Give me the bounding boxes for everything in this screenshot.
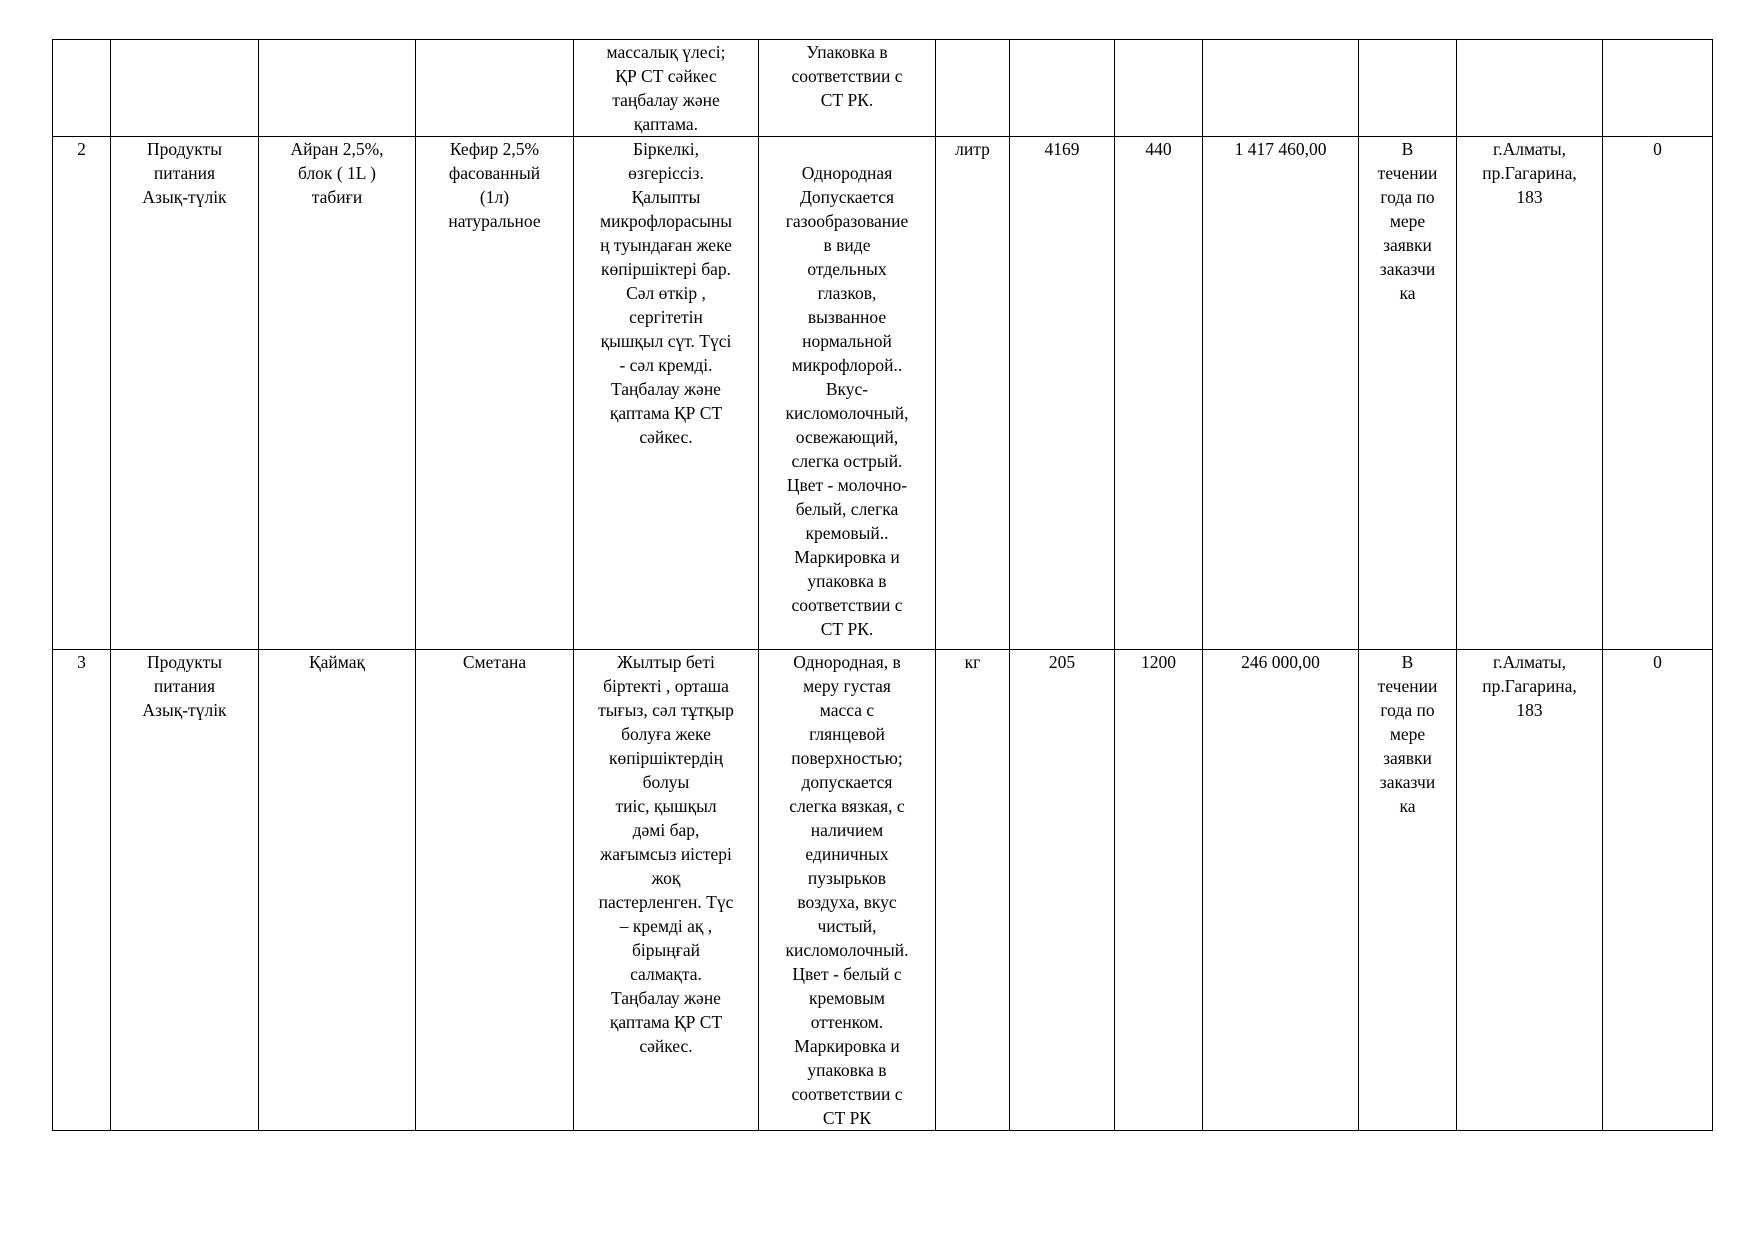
table-row <box>53 137 1713 650</box>
cell-name-kz: Айран 2,5%, блок ( 1L ) табиғи <box>259 137 416 650</box>
table-row-continuation <box>53 40 1713 137</box>
cell-price: 1200 <box>1115 650 1203 1131</box>
document-page <box>52 39 1713 1131</box>
cell-name-ru: Кефир 2,5% фасованный (1л) натуральное <box>416 137 574 650</box>
cell-advance: 0 <box>1603 137 1713 650</box>
cell-name-kz: Қаймақ <box>259 650 416 1131</box>
cell-amount: 1 417 460,00 <box>1203 137 1359 650</box>
cell-description-kz: Біркелкі, өзгеріссіз. Қалыпты микрофлорасыны ң туындаған жеке көпіршіктері бар. Сәл өткір , сергітетін қышқыл сүт. Түсі - сәл кремді. Таңбалау және қаптама ҚР СТ сәйкес. <box>574 137 759 650</box>
cell-advance <box>1603 40 1713 137</box>
cell-price <box>1115 40 1203 137</box>
cell-name-kz <box>259 40 416 137</box>
cell-name-ru <box>416 40 574 137</box>
cell-delivery-term: В течении года по мере заявки заказчи ка <box>1359 650 1457 1131</box>
cell-delivery-place <box>1457 40 1603 137</box>
cell-name-ru: Сметана <box>416 650 574 1131</box>
cell-category: Продукты питания Азық-түлік <box>111 137 259 650</box>
cell-delivery-term <box>1359 40 1457 137</box>
cell-category <box>111 40 259 137</box>
cell-quantity <box>1010 40 1115 137</box>
cell-advance: 0 <box>1603 650 1713 1131</box>
cell-no: 2 <box>53 137 111 650</box>
cell-description-ru: Упаковка в соответствии с СТ РК. <box>759 40 936 137</box>
cell-amount <box>1203 40 1359 137</box>
cell-unit: кг <box>936 650 1010 1131</box>
cell-amount: 246 000,00 <box>1203 650 1359 1131</box>
cell-no: 3 <box>53 650 111 1131</box>
cell-description-kz: массалық үлесі; ҚР СТ сәйкес таңбалау және қаптама. <box>574 40 759 137</box>
cell-delivery-place: г.Алматы, пр.Гагарина, 183 <box>1457 137 1603 650</box>
table-row <box>53 650 1713 1131</box>
technical-specification-table <box>52 39 1713 1131</box>
cell-unit <box>936 40 1010 137</box>
cell-description-ru: Однородная Допускается газообразование в виде отдельных глазков, вызванное нормальной микрофлорой.. Вкус- кисломолочный, освежающий, слегка острый. Цвет - молочно- белый, слегка кремовый.. Маркировка и упаковка в соответствии с СТ РК. <box>759 137 936 650</box>
cell-quantity: 4169 <box>1010 137 1115 650</box>
cell-delivery-place: г.Алматы, пр.Гагарина, 183 <box>1457 650 1603 1131</box>
cell-unit: литр <box>936 137 1010 650</box>
cell-quantity: 205 <box>1010 650 1115 1131</box>
cell-delivery-term: В течении года по мере заявки заказчи ка <box>1359 137 1457 650</box>
cell-category: Продукты питания Азық-түлік <box>111 650 259 1131</box>
cell-description-ru: Однородная, в меру густая масса с глянцевой поверхностью; допускается слегка вязкая, с наличием единичных пузырьков воздуха, вкус чистый, кисломолочный. Цвет - белый с кремовым оттенком. Маркировка и упаковка в соответствии с СТ РК <box>759 650 936 1131</box>
cell-price: 440 <box>1115 137 1203 650</box>
cell-no <box>53 40 111 137</box>
cell-description-kz: Жылтыр беті біртекті , орташа тығыз, сәл тұтқыр болуға жеке көпіршіктердің болуы тиіс, қышқыл дәмі бар, жағымсыз иістері жоқ пастерленген. Түс – кремді ақ , бірыңғай салмақта. Таңбалау және қаптама ҚР СТ сәйкес. <box>574 650 759 1131</box>
